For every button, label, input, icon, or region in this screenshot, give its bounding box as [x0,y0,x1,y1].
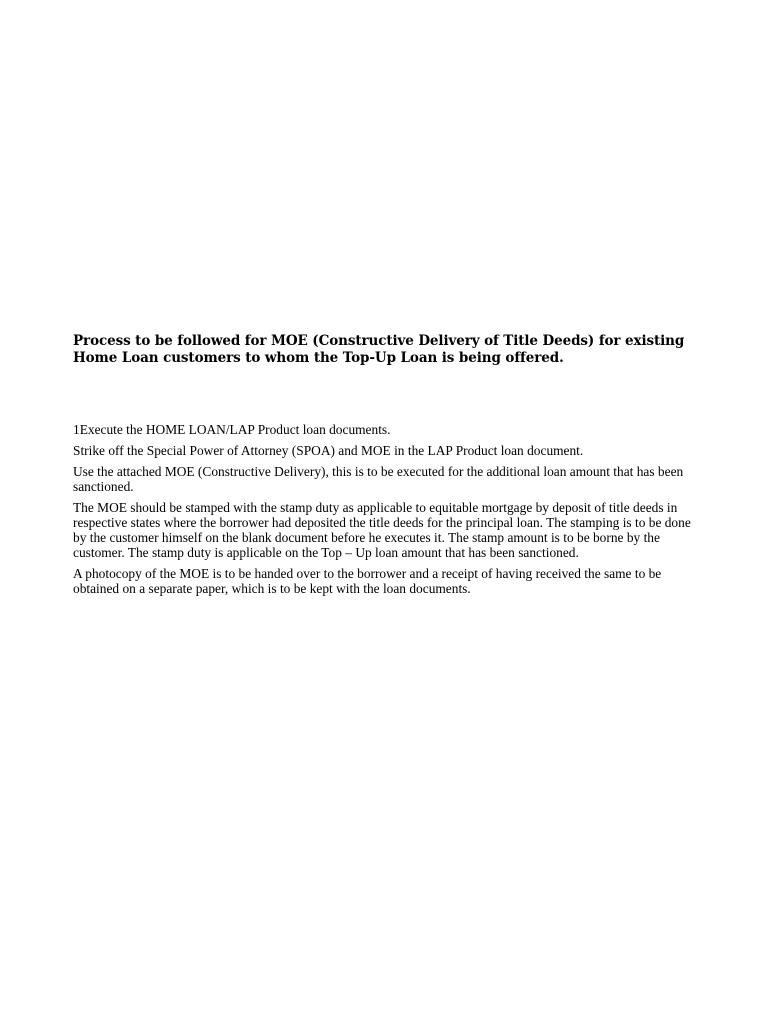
paragraph-photocopy-receipt: A photocopy of the MOE is to be handed over to the borrower and a receipt of having received the same to be obtained on a separate paper, which is to be kept with the loan documents. [73,566,662,596]
paragraph-use-attached-moe: Use the attached MOE (Constructive Delivery), this is to be executed for the additional loan amount that has been sanctioned. [73,464,684,494]
document-heading: Process to be followed for MOE (Constructive Delivery of Title Deeds) for existing Home Loan customers to whom the Top-Up Loan is being offered. [73,333,685,366]
paragraph-strike-off-spoa: Strike off the Special Power of Attorney (SPOA) and MOE in the LAP Product loan document. [73,443,584,458]
document-body [73,422,698,602]
paragraph-stamp-duty: The MOE should be stamped with the stamp duty as applicable to equitable mortgage by deposit of title deeds in respective states where the borrower had deposited the title deeds for the principal loan. The stamping is to be done by the customer himself on the blank document before he executes it. The stamp amount is to be borne by the customer. The stamp duty is applicable on the Top – Up loan amount that has been sanctioned. [73,500,691,560]
paragraph-execute-documents: 1Execute the HOME LOAN/LAP Product loan documents. [73,422,391,437]
